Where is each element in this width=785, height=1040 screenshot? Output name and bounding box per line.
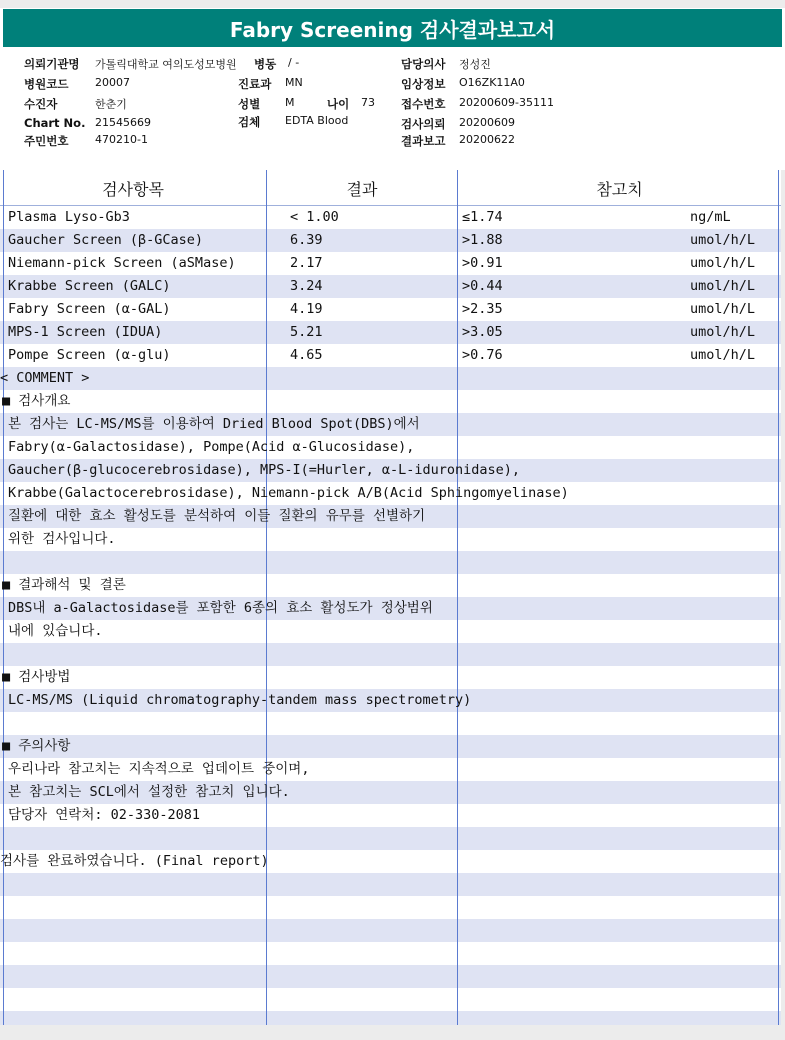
institution-value: 가톨릭대학교 여의도성모병원	[95, 58, 237, 71]
row-result: 2.17	[290, 255, 323, 271]
age-label: 나이	[327, 97, 350, 111]
id-label: 주민번호	[24, 134, 69, 148]
row-stripe	[0, 528, 781, 551]
dept-label: 진료과	[238, 77, 272, 91]
ward-label: 병동	[254, 57, 277, 71]
patient-info-block	[0, 48, 785, 166]
report-date-value: 20200622	[459, 133, 515, 146]
doctor-value: 정성진	[459, 58, 491, 71]
row-result: 6.39	[290, 232, 323, 248]
request-label: 검사의뢰	[401, 117, 446, 131]
hospital-code-value: 20007	[95, 76, 130, 89]
overview-line: 질환에 대한 효소 활성도를 분석하여 이들 질환의 유무를 선별하기	[8, 508, 426, 524]
sex-value: M	[285, 96, 295, 109]
interpretation-title: ■ 결과해석 및 결론	[2, 577, 126, 593]
row-stripe	[0, 712, 781, 735]
row-item: Plasma Lyso-Gb3	[8, 209, 130, 225]
row-ref: >0.44	[462, 278, 503, 294]
row-item: Pompe Screen (α-glu)	[8, 347, 171, 363]
institution-label: 의뢰기관명	[24, 57, 80, 71]
report-title: Fabry Screening 검사결과보고서	[3, 9, 782, 47]
row-unit: umol/h/L	[690, 324, 756, 340]
interpretation-line: 내에 있습니다.	[8, 623, 103, 639]
specimen-value: EDTA Blood	[285, 114, 349, 127]
receipt-label: 접수번호	[401, 97, 446, 111]
age-value: 73	[361, 96, 375, 109]
clinical-value: O16ZK11A0	[459, 76, 525, 89]
row-unit: ng/mL	[690, 209, 731, 225]
results-report	[0, 170, 785, 1025]
row-item: Gaucher Screen (β-GCase)	[8, 232, 204, 248]
method-line: LC-MS/MS (Liquid chromatography-tandem mass spectrometry)	[8, 692, 472, 708]
notice-line: 본 참고치는 SCL에서 설정한 참고치 입니다.	[8, 784, 290, 800]
row-stripe	[0, 643, 781, 666]
doctor-label: 담당의사	[401, 57, 446, 71]
dept-value: MN	[285, 76, 303, 89]
row-ref: >0.76	[462, 347, 503, 363]
notice-line: 우리나라 참고치는 지속적으로 업데이트 중이며,	[8, 761, 310, 777]
row-stripe	[0, 551, 781, 574]
hospital-code-label: 병원코드	[24, 77, 69, 91]
method-title: ■ 검사방법	[2, 669, 71, 685]
row-stripe	[0, 620, 781, 643]
comment-heading: < COMMENT >	[0, 370, 90, 386]
overview-line: Gaucher(β-glucocerebrosidase), MPS-I(=Hurler, α-L-iduronidase),	[8, 462, 521, 478]
report-date-label: 결과보고	[401, 134, 446, 148]
overview-line: 위한 검사입니다.	[8, 531, 116, 547]
sex-label: 성별	[238, 97, 261, 111]
header-test-item: 검사항목	[102, 179, 164, 199]
chart-value: 21545669	[95, 116, 151, 129]
row-stripe	[0, 735, 781, 758]
row-stripe	[0, 666, 781, 689]
column-line-2	[457, 170, 458, 1025]
row-stripe	[0, 942, 781, 965]
clinical-label: 임상정보	[401, 77, 446, 91]
row-stripe	[0, 919, 781, 942]
ward-value: / -	[288, 56, 300, 69]
row-stripe	[0, 827, 781, 850]
header-result: 결과	[346, 179, 378, 199]
overview-line: Krabbe(Galactocerebrosidase), Niemann-pick A/B(Acid Sphingomyelinase)	[8, 485, 569, 501]
chart-label: Chart No.	[24, 116, 86, 130]
notice-line: 담당자 연락처: 02-330-2081	[8, 807, 201, 823]
row-ref: ≤1.74	[462, 209, 503, 225]
row-unit: umol/h/L	[690, 278, 756, 294]
row-ref: >1.88	[462, 232, 503, 248]
row-item: MPS-1 Screen (IDUA)	[8, 324, 163, 340]
row-unit: umol/h/L	[690, 232, 756, 248]
row-item: Fabry Screen (α-GAL)	[8, 301, 171, 317]
overview-line: 본 검사는 LC-MS/MS를 이용하여 Dried Blood Spot(DBS)에서	[8, 416, 420, 432]
receipt-value: 20200609-35111	[459, 96, 554, 109]
row-stripe	[0, 367, 781, 390]
column-line-right	[778, 170, 779, 1025]
interpretation-line: DBS내 a-Galactosidase를 포함한 6종의 효소 활성도가 정상범위	[8, 600, 433, 616]
notice-title: ■ 주의사항	[2, 738, 71, 754]
row-ref: >2.35	[462, 301, 503, 317]
top-border	[0, 0, 785, 8]
final-report-note: 검사를 완료하였습니다. (Final report)	[0, 853, 269, 869]
right-border	[781, 170, 785, 1025]
overview-title: ■ 검사개요	[2, 393, 71, 409]
row-ref: >3.05	[462, 324, 503, 340]
header-reference: 참고치	[596, 179, 643, 199]
row-result: 4.65	[290, 347, 323, 363]
row-item: Krabbe Screen (GALC)	[8, 278, 171, 294]
overview-line: Fabry(α-Galactosidase), Pompe(Acid α-Glucosidase),	[8, 439, 415, 455]
row-result: 4.19	[290, 301, 323, 317]
request-value: 20200609	[459, 116, 515, 129]
row-unit: umol/h/L	[690, 255, 756, 271]
id-value: 470210-1	[95, 133, 148, 146]
bottom-border	[0, 1025, 785, 1040]
row-stripe	[0, 873, 781, 896]
row-stripe	[0, 390, 781, 413]
row-ref: >0.91	[462, 255, 503, 271]
row-unit: umol/h/L	[690, 301, 756, 317]
row-stripe	[0, 988, 781, 1011]
row-result: 5.21	[290, 324, 323, 340]
row-stripe	[0, 896, 781, 919]
column-line-left	[3, 170, 4, 1025]
row-stripe	[0, 1011, 781, 1025]
row-result: 3.24	[290, 278, 323, 294]
patient-label: 수진자	[24, 97, 58, 111]
row-unit: umol/h/L	[690, 347, 756, 363]
row-item: Niemann-pick Screen (aSMase)	[8, 255, 236, 271]
row-stripe	[0, 965, 781, 988]
row-result: < 1.00	[290, 209, 339, 225]
patient-value: 한춘기	[95, 98, 127, 111]
specimen-label: 검체	[238, 115, 261, 129]
